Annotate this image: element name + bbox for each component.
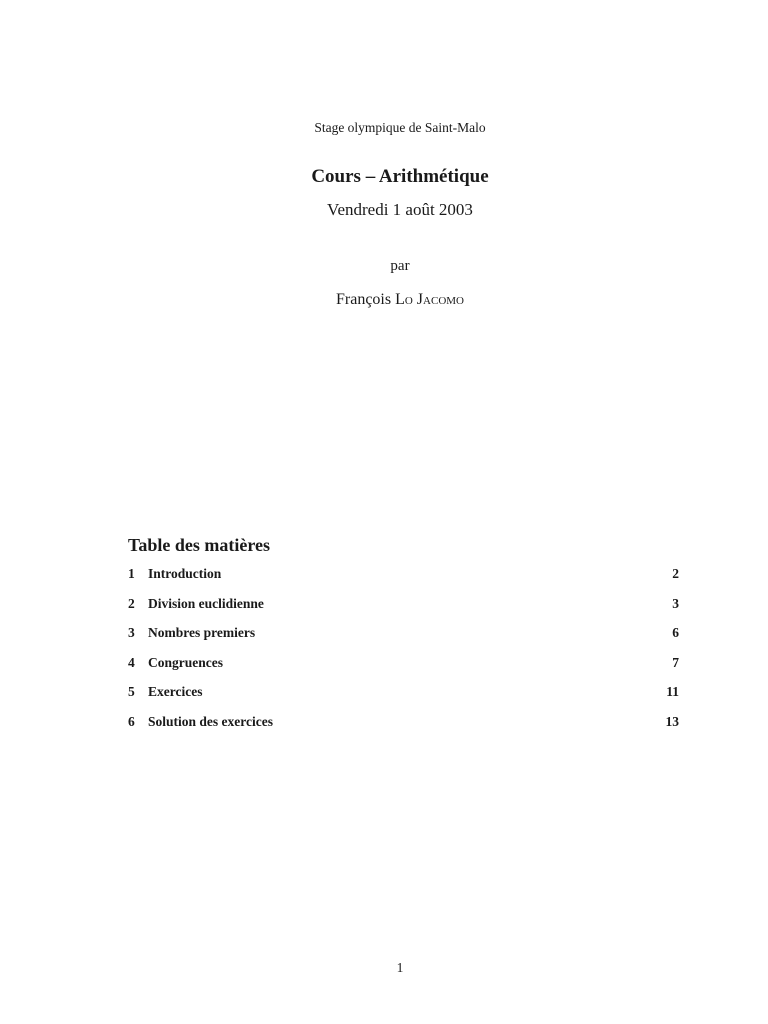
toc-entry[interactable] [128, 566, 679, 596]
table-of-contents [128, 566, 679, 744]
page-number: 1 [396, 960, 404, 975]
document-title: Cours – Arithmétique [311, 166, 489, 187]
author-name [0, 291, 768, 309]
conference-name: Stage olympique de Saint-Malo [314, 120, 486, 135]
toc-entry-page: 6 [672, 625, 679, 641]
toc-heading: Table des matières [128, 535, 270, 555]
author-last-name: Lo Jacomo [395, 291, 464, 308]
toc-entry[interactable] [128, 596, 679, 626]
toc-entry-page: 3 [672, 595, 679, 611]
toc-entry-page: 7 [672, 654, 679, 670]
author-prefix: par [390, 258, 410, 274]
toc-entry-number: 6 [128, 713, 135, 729]
toc-entry-page: 13 [665, 713, 679, 729]
toc-entry[interactable] [128, 625, 679, 655]
toc-entry-title[interactable]: Nombres premiers [148, 625, 256, 641]
toc-entry-title[interactable]: Congruences [148, 654, 223, 670]
toc-entry-page: 2 [672, 566, 679, 581]
toc-entry[interactable] [128, 655, 679, 685]
toc-entry-title[interactable]: Exercices [148, 684, 203, 700]
toc-entry-number: 1 [128, 566, 135, 581]
toc-entry[interactable] [128, 684, 679, 714]
toc-entry-title[interactable]: Introduction [148, 566, 222, 581]
toc-entry-title[interactable]: Division euclidienne [148, 595, 264, 611]
toc-entry-number: 2 [128, 595, 135, 611]
document-date: Vendredi 1 août 2003 [327, 200, 473, 219]
toc-entry[interactable] [128, 714, 679, 744]
toc-entry-title[interactable]: Solution des exercices [148, 713, 273, 729]
author-first-name: François [335, 291, 396, 308]
toc-entry-number: 4 [128, 654, 135, 670]
toc-entry-number: 3 [128, 625, 135, 641]
toc-entry-number: 5 [128, 684, 135, 700]
toc-entry-page: 11 [666, 684, 679, 700]
